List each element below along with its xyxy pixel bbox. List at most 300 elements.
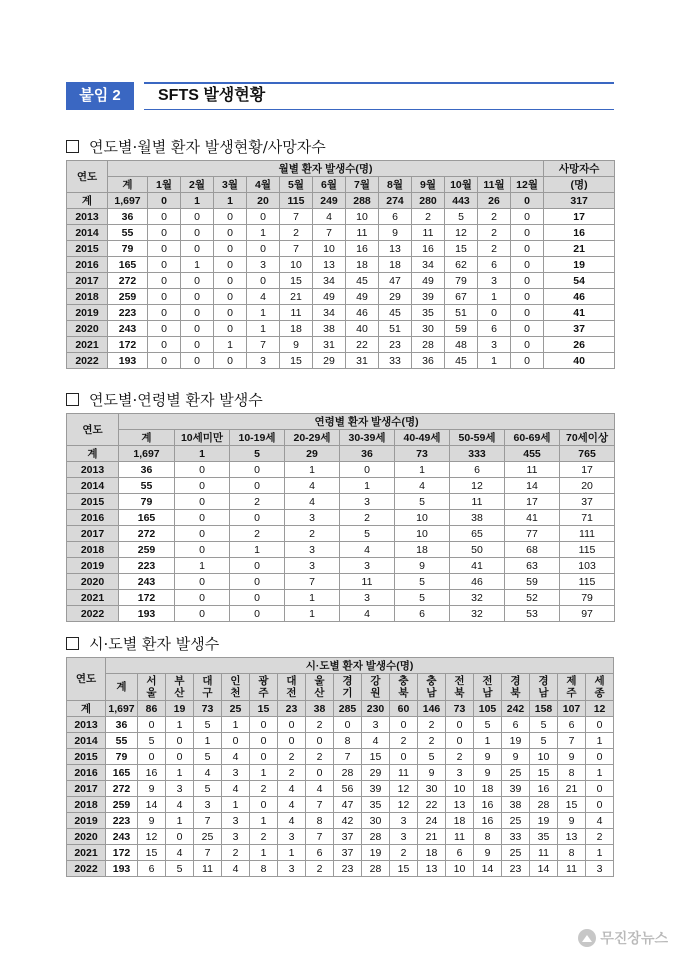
value-cell: 1	[478, 289, 511, 305]
value-cell: 19	[362, 845, 390, 861]
value-cell: 0	[511, 209, 544, 225]
value-cell: 0	[511, 225, 544, 241]
value-cell: 1	[222, 717, 250, 733]
total-cell: 0	[511, 193, 544, 209]
value-cell: 1	[250, 765, 278, 781]
value-cell: 11	[390, 765, 418, 781]
column-header: 5월	[280, 177, 313, 193]
region-char: 천	[230, 687, 241, 699]
region-table	[66, 657, 614, 877]
value-cell: 21	[558, 781, 586, 797]
value-cell: 11	[346, 225, 379, 241]
value-cell: 36	[412, 353, 445, 369]
value-cell: 0	[214, 353, 247, 369]
value-cell: 0	[334, 717, 362, 733]
value-cell: 11	[412, 225, 445, 241]
value-cell: 0	[586, 797, 614, 813]
value-cell: 1	[478, 353, 511, 369]
region-char: 충	[426, 675, 437, 687]
year-cell: 2013	[67, 209, 108, 225]
value-cell: 0	[586, 749, 614, 765]
year-cell: 2016	[67, 510, 119, 526]
group-header: 시·도별 환자 발생수(명)	[106, 658, 614, 674]
value-cell: 272	[108, 273, 148, 289]
value-cell: 115	[560, 574, 615, 590]
value-cell: 3	[247, 257, 280, 273]
year-cell: 2015	[67, 494, 119, 510]
table-row	[67, 590, 615, 606]
region-char: 산	[314, 687, 325, 699]
value-cell: 54	[544, 273, 615, 289]
value-cell: 12	[390, 781, 418, 797]
value-cell: 2	[478, 209, 511, 225]
value-cell: 3	[586, 861, 614, 877]
year-cell: 2021	[67, 337, 108, 353]
region-char: 서	[146, 675, 157, 687]
value-cell: 0	[148, 353, 181, 369]
checkbox-square-icon	[66, 637, 79, 650]
region-char: 인	[230, 675, 241, 687]
region-char: 울	[314, 675, 325, 687]
value-cell: 79	[106, 749, 138, 765]
value-cell: 23	[379, 337, 412, 353]
region-header	[166, 674, 194, 701]
value-cell: 11	[450, 494, 505, 510]
value-cell: 0	[446, 733, 474, 749]
value-cell: 1	[247, 225, 280, 241]
region-char: 강	[370, 675, 381, 687]
value-cell: 22	[418, 797, 446, 813]
column-header: 계	[108, 177, 148, 193]
value-cell: 9	[379, 225, 412, 241]
value-cell: 8	[558, 765, 586, 781]
value-cell: 28	[412, 337, 445, 353]
value-cell: 0	[214, 225, 247, 241]
section3-title-text: 시·도별 환자 발생수	[89, 635, 220, 653]
monthly-table	[66, 160, 615, 369]
value-cell: 13	[313, 257, 346, 273]
value-cell: 38	[313, 321, 346, 337]
death-header: 사망자수	[544, 161, 615, 177]
value-cell: 48	[445, 337, 478, 353]
value-cell: 7	[280, 241, 313, 257]
value-cell: 28	[334, 765, 362, 781]
value-cell: 59	[445, 321, 478, 337]
table-row	[67, 558, 615, 574]
value-cell: 2	[418, 733, 446, 749]
value-cell: 19	[530, 813, 558, 829]
region-header	[306, 674, 334, 701]
column-header: 11월	[478, 177, 511, 193]
value-cell: 0	[222, 733, 250, 749]
value-cell: 0	[181, 225, 214, 241]
total-cell: 765	[560, 446, 615, 462]
total-cell: 285	[334, 701, 362, 717]
region-char: 구	[202, 687, 213, 699]
value-cell: 0	[175, 590, 230, 606]
total-cell: 19	[166, 701, 194, 717]
value-cell: 2	[306, 717, 334, 733]
value-cell: 68	[505, 542, 560, 558]
value-cell: 16	[544, 225, 615, 241]
value-cell: 1	[247, 321, 280, 337]
region-char: 원	[370, 687, 381, 699]
value-cell: 0	[586, 717, 614, 733]
year-cell: 2020	[67, 574, 119, 590]
total-cell: 1,697	[119, 446, 175, 462]
year-cell: 2016	[67, 765, 106, 781]
region-header	[194, 674, 222, 701]
region-header	[362, 674, 390, 701]
value-cell: 5	[194, 717, 222, 733]
page-title: SFTS 발생현황	[158, 87, 266, 104]
value-cell: 9	[558, 813, 586, 829]
value-cell: 41	[544, 305, 615, 321]
year-cell: 2017	[67, 273, 108, 289]
table-row	[67, 478, 615, 494]
value-cell: 0	[138, 717, 166, 733]
year-cell: 2013	[67, 462, 119, 478]
checkbox-square-icon	[66, 140, 79, 153]
column-header: 9월	[412, 177, 445, 193]
year-header: 연도	[67, 658, 106, 701]
year-cell: 2020	[67, 321, 108, 337]
value-cell: 18	[395, 542, 450, 558]
value-cell: 16	[530, 781, 558, 797]
value-cell: 0	[230, 574, 285, 590]
value-cell: 6	[379, 209, 412, 225]
total-label: 계	[67, 193, 108, 209]
value-cell: 0	[148, 209, 181, 225]
total-cell: 158	[530, 701, 558, 717]
value-cell: 12	[450, 478, 505, 494]
value-cell: 67	[445, 289, 478, 305]
column-header: 50-59세	[450, 430, 505, 446]
value-cell: 33	[379, 353, 412, 369]
value-cell: 18	[418, 845, 446, 861]
region-header	[278, 674, 306, 701]
value-cell: 4	[247, 289, 280, 305]
value-cell: 1	[586, 765, 614, 781]
value-cell: 14	[505, 478, 560, 494]
value-cell: 2	[278, 749, 306, 765]
value-cell: 1	[395, 462, 450, 478]
total-cell: 333	[450, 446, 505, 462]
year-cell: 2014	[67, 733, 106, 749]
value-cell: 1	[340, 478, 395, 494]
value-cell: 7	[334, 749, 362, 765]
column-header: 계	[119, 430, 175, 446]
value-cell: 38	[450, 510, 505, 526]
value-cell: 19	[502, 733, 530, 749]
value-cell: 0	[166, 829, 194, 845]
value-cell: 6	[306, 845, 334, 861]
age-table	[66, 413, 615, 622]
value-cell: 5	[395, 574, 450, 590]
total-cell: 38	[306, 701, 334, 717]
value-cell: 3	[222, 765, 250, 781]
value-cell: 4	[313, 209, 346, 225]
value-cell: 6	[395, 606, 450, 622]
value-cell: 12	[138, 829, 166, 845]
year-header: 연도	[67, 161, 108, 193]
region-header	[502, 674, 530, 701]
value-cell: 3	[247, 353, 280, 369]
value-cell: 0	[175, 606, 230, 622]
value-cell: 1	[214, 337, 247, 353]
total-cell: 115	[280, 193, 313, 209]
value-cell: 34	[313, 273, 346, 289]
value-cell: 29	[379, 289, 412, 305]
table-row	[67, 257, 615, 273]
value-cell: 79	[108, 241, 148, 257]
total-cell: 1	[181, 193, 214, 209]
value-cell: 34	[313, 305, 346, 321]
value-cell: 29	[362, 765, 390, 781]
table-row	[67, 305, 615, 321]
annex-badge: 붙임 2	[66, 82, 134, 110]
value-cell: 2	[478, 225, 511, 241]
value-cell: 6	[502, 717, 530, 733]
value-cell: 0	[230, 558, 285, 574]
value-cell: 71	[560, 510, 615, 526]
total-cell: 36	[340, 446, 395, 462]
value-cell: 51	[379, 321, 412, 337]
value-cell: 28	[362, 861, 390, 877]
watermark-text: 무진장뉴스	[600, 930, 668, 946]
value-cell: 259	[106, 797, 138, 813]
value-cell: 36	[108, 209, 148, 225]
year-cell: 2020	[67, 829, 106, 845]
value-cell: 41	[450, 558, 505, 574]
value-cell: 0	[181, 289, 214, 305]
watermark	[578, 928, 668, 948]
region-header	[334, 674, 362, 701]
value-cell: 4	[166, 845, 194, 861]
value-cell: 3	[340, 558, 395, 574]
value-cell: 11	[194, 861, 222, 877]
year-cell: 2015	[67, 241, 108, 257]
value-cell: 0	[250, 733, 278, 749]
column-header: 30-39세	[340, 430, 395, 446]
value-cell: 10	[313, 241, 346, 257]
value-cell: 1	[586, 845, 614, 861]
value-cell: 20	[560, 478, 615, 494]
value-cell: 0	[230, 590, 285, 606]
value-cell: 2	[230, 526, 285, 542]
value-cell: 6	[558, 717, 586, 733]
value-cell: 15	[390, 861, 418, 877]
value-cell: 13	[379, 241, 412, 257]
value-cell: 0	[511, 305, 544, 321]
value-cell: 40	[544, 353, 615, 369]
value-cell: 5	[474, 717, 502, 733]
table-row	[67, 494, 615, 510]
total-row	[67, 193, 615, 209]
value-cell: 1	[586, 733, 614, 749]
value-cell: 0	[306, 765, 334, 781]
region-char: 경	[538, 675, 549, 687]
value-cell: 15	[280, 353, 313, 369]
year-cell: 2022	[67, 606, 119, 622]
value-cell: 9	[138, 781, 166, 797]
value-cell: 0	[181, 241, 214, 257]
value-cell: 63	[505, 558, 560, 574]
value-cell: 19	[544, 257, 615, 273]
value-cell: 4	[306, 781, 334, 797]
value-cell: 5	[530, 717, 558, 733]
value-cell: 15	[530, 765, 558, 781]
table-row	[67, 273, 615, 289]
region-char: 경	[342, 675, 353, 687]
total-cell: 86	[138, 701, 166, 717]
value-cell: 7	[313, 225, 346, 241]
value-cell: 0	[230, 478, 285, 494]
value-cell: 1	[166, 813, 194, 829]
table-row	[67, 542, 615, 558]
value-cell: 3	[285, 510, 340, 526]
value-cell: 37	[560, 494, 615, 510]
value-cell: 40	[346, 321, 379, 337]
value-cell: 1	[194, 733, 222, 749]
value-cell: 11	[280, 305, 313, 321]
value-cell: 1	[285, 606, 340, 622]
value-cell: 11	[446, 829, 474, 845]
value-cell: 12	[445, 225, 478, 241]
value-cell: 3	[340, 590, 395, 606]
region-header	[250, 674, 278, 701]
value-cell: 3	[285, 542, 340, 558]
value-cell: 0	[148, 241, 181, 257]
value-cell: 4	[194, 765, 222, 781]
value-cell: 1	[285, 590, 340, 606]
value-cell: 0	[278, 733, 306, 749]
table-row	[67, 462, 615, 478]
value-cell: 0	[181, 305, 214, 321]
value-cell: 79	[119, 494, 175, 510]
value-cell: 0	[148, 321, 181, 337]
value-cell: 2	[390, 845, 418, 861]
value-cell: 23	[502, 861, 530, 877]
value-cell: 2	[306, 749, 334, 765]
region-char: 전	[454, 675, 465, 687]
value-cell: 15	[280, 273, 313, 289]
year-cell: 2018	[67, 542, 119, 558]
value-cell: 62	[445, 257, 478, 273]
value-cell: 4	[395, 478, 450, 494]
value-cell: 15	[138, 845, 166, 861]
region-char: 대	[286, 675, 297, 687]
value-cell: 18	[280, 321, 313, 337]
region-header	[138, 674, 166, 701]
value-cell: 8	[474, 829, 502, 845]
column-header: 20-29세	[285, 430, 340, 446]
value-cell: 79	[560, 590, 615, 606]
value-cell: 15	[445, 241, 478, 257]
region-char: 남	[482, 687, 493, 699]
value-cell: 35	[362, 797, 390, 813]
region-char: 충	[398, 675, 409, 687]
value-cell: 0	[390, 717, 418, 733]
value-cell: 5	[395, 494, 450, 510]
value-cell: 0	[230, 462, 285, 478]
value-cell: 0	[181, 353, 214, 369]
value-cell: 3	[194, 797, 222, 813]
total-cell: 249	[313, 193, 346, 209]
value-cell: 0	[214, 241, 247, 257]
value-cell: 25	[502, 765, 530, 781]
value-cell: 9	[418, 765, 446, 781]
table-row	[67, 337, 615, 353]
total-cell: 1,697	[106, 701, 138, 717]
value-cell: 1	[250, 813, 278, 829]
section3-title	[66, 633, 219, 654]
value-cell: 259	[119, 542, 175, 558]
value-cell: 38	[502, 797, 530, 813]
value-cell: 4	[340, 542, 395, 558]
value-cell: 6	[138, 861, 166, 877]
value-cell: 39	[412, 289, 445, 305]
value-cell: 0	[230, 510, 285, 526]
value-cell: 65	[450, 526, 505, 542]
value-cell: 2	[306, 861, 334, 877]
value-cell: 223	[106, 813, 138, 829]
value-cell: 10	[346, 209, 379, 225]
table-row	[67, 510, 615, 526]
value-cell: 3	[340, 494, 395, 510]
value-cell: 8	[334, 733, 362, 749]
region-char: 전	[482, 675, 493, 687]
value-cell: 111	[560, 526, 615, 542]
value-cell: 0	[138, 749, 166, 765]
value-cell: 193	[106, 861, 138, 877]
value-cell: 18	[379, 257, 412, 273]
value-cell: 0	[247, 241, 280, 257]
total-cell: 5	[230, 446, 285, 462]
column-header: 70세이상	[560, 430, 615, 446]
value-cell: 11	[505, 462, 560, 478]
total-cell: 1	[214, 193, 247, 209]
value-cell: 6	[478, 321, 511, 337]
value-cell: 3	[446, 765, 474, 781]
value-cell: 79	[445, 273, 478, 289]
value-cell: 103	[560, 558, 615, 574]
value-cell: 35	[412, 305, 445, 321]
year-cell: 2019	[67, 813, 106, 829]
value-cell: 0	[181, 209, 214, 225]
value-cell: 11	[530, 845, 558, 861]
value-cell: 0	[306, 733, 334, 749]
value-cell: 17	[505, 494, 560, 510]
value-cell: 165	[108, 257, 148, 273]
value-cell: 5	[395, 590, 450, 606]
table-row	[67, 765, 614, 781]
region-char: 전	[286, 687, 297, 699]
value-cell: 10	[395, 526, 450, 542]
total-cell: 230	[362, 701, 390, 717]
value-cell: 0	[446, 717, 474, 733]
value-cell: 2	[280, 225, 313, 241]
year-cell: 2018	[67, 797, 106, 813]
value-cell: 172	[119, 590, 175, 606]
value-cell: 7	[194, 813, 222, 829]
value-cell: 4	[278, 813, 306, 829]
value-cell: 193	[108, 353, 148, 369]
value-cell: 52	[505, 590, 560, 606]
value-cell: 9	[474, 845, 502, 861]
year-cell: 2017	[67, 781, 106, 797]
value-cell: 1	[166, 717, 194, 733]
